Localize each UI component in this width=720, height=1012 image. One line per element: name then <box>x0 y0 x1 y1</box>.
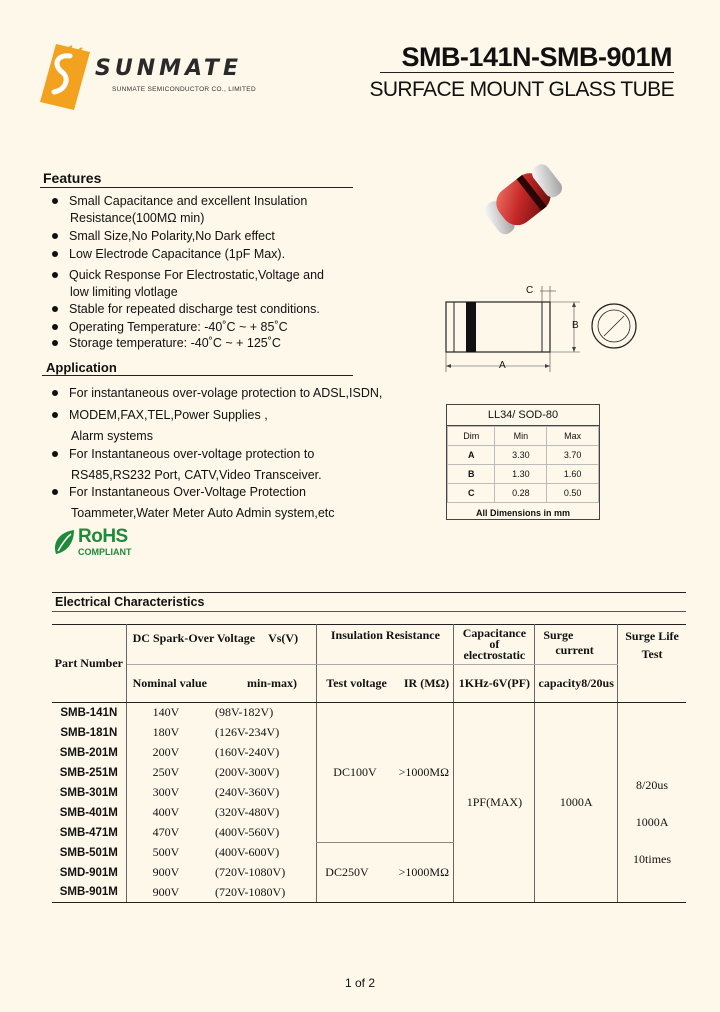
surge-life-current: 1000A <box>635 815 669 829</box>
nominal-voltage: 250V <box>152 765 180 779</box>
voltage-range: (720V-1080V) <box>207 883 317 903</box>
package-note: All Dimensions in mm <box>475 508 571 518</box>
package-outline-drawing <box>440 280 640 380</box>
surge-life-values <box>618 703 686 903</box>
application-divider <box>42 375 353 376</box>
package-col-min: Min <box>495 427 547 446</box>
package-dim: A <box>448 446 495 465</box>
application-item-text: MODEM,FAX,TEL,Power Supplies , <box>69 408 268 422</box>
feature-item-text: Small Size,No Polarity,No Dark effect <box>69 229 275 243</box>
package-min: 0.28 <box>495 484 547 503</box>
nominal-voltage: 470V <box>152 825 180 839</box>
part-number: SMB-301M <box>52 783 126 803</box>
nominal-voltage: 500V <box>152 845 180 859</box>
package-min: 1.30 <box>495 465 547 484</box>
voltage-range: (200V-300V) <box>207 763 317 783</box>
package-title: LL34/ SOD-80 <box>447 405 599 426</box>
nominal-voltage: 400V <box>152 805 180 819</box>
feature-bullet-icon <box>52 272 58 278</box>
feature-bullet-icon <box>52 233 58 239</box>
dim-label-a: A <box>499 360 506 371</box>
part-number: SMB-181N <box>52 723 126 743</box>
electrical-heading: Electrical Characteristics <box>55 595 205 609</box>
application-bullet-icon <box>52 451 58 457</box>
voltage-range: (400V-560V) <box>207 823 317 843</box>
col-dc-spark <box>126 625 317 665</box>
insulation-group-2 <box>317 843 454 903</box>
part-number: SMB-141N <box>52 703 126 723</box>
application-item-text: Toammeter,Water Meter Auto Admin system,etc <box>71 506 335 520</box>
feature-item-text: Quick Response For Electrostatic,Voltage and <box>69 268 324 282</box>
capacitance-value: 1PF(MAX) <box>454 703 535 903</box>
sunmate-logo-icon <box>36 42 92 112</box>
insulation-test-voltage: DC250V <box>325 865 369 879</box>
rohs-compliant-text: COMPLIANT <box>78 547 132 557</box>
title-divider <box>380 72 674 73</box>
electrical-table <box>52 624 686 903</box>
application-item-text: For instantaneous over-volage protection to ADSL,ISDN, <box>69 386 383 400</box>
nominal-voltage: 900V <box>152 865 180 879</box>
surge-life-waveform: 8/20us <box>636 778 669 792</box>
table-row <box>448 446 599 465</box>
voltage-range: (720V-1080V) <box>207 863 317 883</box>
features-heading: Features <box>43 170 102 186</box>
part-number: SMB-201M <box>52 743 126 763</box>
col-surge <box>535 625 618 665</box>
voltage-range: (240V-360V) <box>207 783 317 803</box>
col-surge-sub: capacity8/20us <box>535 665 618 703</box>
feature-bullet-icon <box>52 324 58 330</box>
col-insulation-sub <box>317 665 454 703</box>
nominal-voltage: 140V <box>152 705 180 720</box>
nominal-voltage: 300V <box>152 785 180 799</box>
page-subtitle: SURFACE MOUNT GLASS TUBE <box>369 78 674 101</box>
feature-item-text: low limiting vlotlage <box>70 285 178 299</box>
page-number: 1 of 2 <box>344 976 376 990</box>
table-row <box>52 703 686 723</box>
application-heading: Application <box>46 360 117 375</box>
table-row <box>448 484 599 503</box>
col-surge-label-b: current <box>555 643 594 657</box>
feature-item-text: Operating Temperature: -40˚C ~ + 85˚C <box>69 320 288 334</box>
voltage-range: (98V-182V) <box>207 703 317 723</box>
feature-item-text: Storage temperature: -40˚C ~ + 125˚C <box>69 336 281 350</box>
nominal-voltage: 200V <box>152 745 180 759</box>
col-capacitance-sub: 1KHz-6V(PF) <box>454 665 535 703</box>
application-bullet-icon <box>52 412 58 418</box>
glass-tube-image <box>470 150 580 245</box>
part-number: SMB-471M <box>52 823 126 843</box>
component-photo <box>470 150 580 245</box>
feature-bullet-icon <box>52 251 58 257</box>
package-dim: B <box>448 465 495 484</box>
application-item-text: For Instantaneous over-voltage protection to <box>69 447 315 461</box>
application-item-text: RS485,RS232 Port, CATV,Video Transceiver. <box>71 468 322 482</box>
col-surge-life-l2: Test <box>641 647 663 661</box>
application-bullet-icon <box>52 390 58 396</box>
part-number: SMB-401M <box>52 803 126 823</box>
voltage-range: (126V-234V) <box>207 723 317 743</box>
table-row <box>448 465 599 484</box>
dim-label-b: B <box>572 320 579 331</box>
package-dim: C <box>448 484 495 503</box>
col-part-number: Part Number <box>52 625 126 703</box>
features-divider <box>40 187 353 188</box>
insulation-resistance: >1000MΩ <box>398 765 449 779</box>
electrical-heading-bar <box>52 592 686 612</box>
feature-item-text: Resistance(100MΩ min) <box>70 211 205 225</box>
dim-label-c: C <box>526 285 534 296</box>
col-capacitance-l3: electrostatic <box>463 648 526 662</box>
application-item-text: For Instantaneous Over-Voltage Protection <box>69 485 306 499</box>
rohs-text: RoHS <box>78 526 128 547</box>
package-max: 0.50 <box>547 484 599 503</box>
col-ir: IR (MΩ) <box>403 676 450 690</box>
leaf-icon <box>52 528 76 556</box>
page-title: SMB-141N-SMB-901M <box>401 42 672 72</box>
company-logo <box>36 42 92 112</box>
col-test-voltage: Test voltage <box>326 676 387 690</box>
col-capacitance <box>454 625 535 665</box>
part-number: SMD-901M <box>52 863 126 883</box>
insulation-resistance: >1000MΩ <box>398 865 449 879</box>
feature-item-text: Small Capacitance and excellent Insulation <box>69 194 308 208</box>
part-number: SMB-901M <box>52 883 126 903</box>
surge-life-times: 10times <box>633 852 672 866</box>
col-dc-spark-label: DC Spark-Over Voltage <box>132 631 256 645</box>
part-number: SMB-251M <box>52 763 126 783</box>
application-bullet-icon <box>52 489 58 495</box>
voltage-range: (160V-240V) <box>207 743 317 763</box>
col-capacitance-l2: of <box>489 637 500 651</box>
col-surge-life <box>618 625 686 703</box>
dimension-drawing <box>440 280 640 380</box>
package-col-dim: Dim <box>448 427 495 446</box>
package-col-max: Max <box>547 427 599 446</box>
col-capacitance-l1: Capacitance <box>462 626 527 640</box>
package-min: 3.30 <box>495 446 547 465</box>
insulation-test-voltage: DC100V <box>333 765 377 779</box>
col-surge-life-l1: Surge Life <box>625 629 679 643</box>
col-dc-unit: Vs(V) <box>268 631 299 645</box>
logo-wordmark: SUNMATE <box>95 56 242 81</box>
rohs-badge <box>52 528 142 558</box>
insulation-group-1 <box>317 703 454 843</box>
package-header-row <box>448 427 599 446</box>
package-max: 1.60 <box>547 465 599 484</box>
feature-item-text: Low Electrode Capacitance (1pF Max). <box>69 247 286 261</box>
feature-item-text: Stable for repeated discharge test conditions. <box>69 302 320 316</box>
package-max: 3.70 <box>547 446 599 465</box>
feature-bullet-icon <box>52 306 58 312</box>
package-dimension-table <box>446 404 600 520</box>
nominal-voltage: 900V <box>126 883 207 903</box>
col-dc-nominal: Nominal value <box>126 665 207 703</box>
part-number: SMB-501M <box>52 843 126 863</box>
col-surge-label: Surge <box>543 628 574 642</box>
col-insulation: Insulation Resistance <box>317 625 454 665</box>
voltage-range: (320V-480V) <box>207 803 317 823</box>
nominal-voltage: 180V <box>152 725 180 739</box>
company-name: SUNMATE SEMICONDUCTOR CO., LIMITED <box>112 86 256 93</box>
application-item-text: Alarm systems <box>71 429 153 443</box>
surge-value: 1000A <box>535 703 618 903</box>
col-dc-range: min-max) <box>207 665 317 703</box>
feature-bullet-icon <box>52 198 58 204</box>
voltage-range: (400V-600V) <box>207 843 317 863</box>
feature-bullet-icon <box>52 340 58 346</box>
